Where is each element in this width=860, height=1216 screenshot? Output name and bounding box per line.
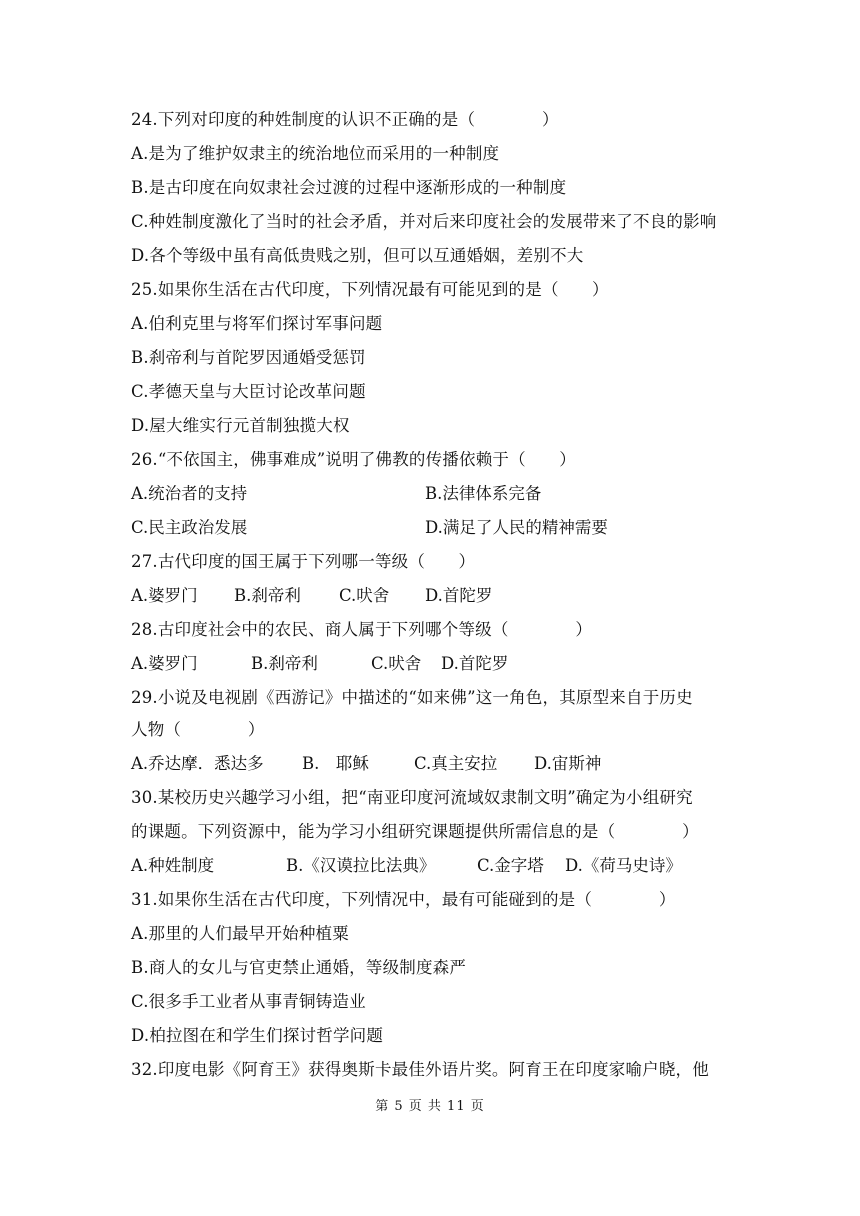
question-29-option-a: A.乔达摩．悉达多 [131, 754, 264, 773]
question-24-stem: 24.下列对印度的种姓制度的认识不正确的是（ ） [131, 110, 559, 129]
question-25-option-a: A.伯利克里与将军们探讨军事问题 [131, 314, 383, 333]
question-25-stem: 25.如果你生活在古代印度，下列情况最有可能见到的是（ ） [131, 280, 609, 299]
question-31-option-d: D.柏拉图在和学生们探讨哲学问题 [131, 1026, 384, 1045]
question-28-options [131, 653, 731, 675]
question-28-option-a: A.婆罗门 [131, 654, 198, 673]
question-25-option-c: C.孝德天皇与大臣讨论改革问题 [131, 382, 366, 401]
question-31-stem: 31.如果你生活在古代印度，下列情况中，最有可能碰到的是（ ） [131, 890, 676, 909]
question-31-option-b: B.商人的女儿与官吏禁止通婚，等级制度森严 [131, 958, 467, 977]
page-footer: 第 5 页 共 11 页 [375, 1099, 485, 1114]
question-26-option-d: D.满足了人民的精神需要 [425, 518, 608, 537]
question-29-options [131, 753, 731, 775]
question-30-option-d: D.《荷马史诗》 [565, 856, 682, 875]
question-26-options-row-1 [131, 483, 731, 505]
question-30-option-b: B.《汉谟拉比法典》 [286, 856, 436, 875]
question-28-option-b: B.刹帝利 [251, 654, 318, 673]
question-27-option-c: C.吠舍 [339, 586, 390, 605]
question-30-options [131, 855, 731, 877]
question-30-stem-line-1: 30.某校历史兴趣学习小组，把“南亚印度河流域奴隶制文明”确定为小组研究 [131, 788, 693, 807]
question-24-option-c: C.种姓制度激化了当时的社会矛盾，并对后来印度社会的发展带来了不良的影响 [131, 212, 717, 231]
question-32-stem: 32.印度电影《阿育王》获得奥斯卡最佳外语片奖。阿育王在印度家喻户晓，他 [131, 1060, 709, 1079]
question-28-stem: 28.古印度社会中的农民、商人属于下列哪个等级（ ） [131, 620, 593, 639]
question-25-option-d: D.屋大维实行元首制独揽大权 [131, 416, 350, 435]
question-29-option-b: B. 耶稣 [302, 754, 369, 773]
question-29-stem-line-2: 人物（ ） [131, 720, 265, 739]
question-29-option-d: D.宙斯神 [534, 754, 602, 773]
question-27-stem: 27.古代印度的国王属于下列哪一等级（ ） [131, 552, 476, 571]
question-24-option-d: D.各个等级中虽有高低贵贱之别，但可以互通婚姻，差别不大 [131, 246, 584, 265]
question-26-option-b: B.法律体系完备 [425, 484, 542, 503]
question-27-option-b: B.刹帝利 [234, 586, 301, 605]
question-31-option-c: C.很多手工业者从事青铜铸造业 [131, 992, 366, 1011]
question-26-stem: 26.“不依国主，佛事难成”说明了佛教的传播依赖于（ ） [131, 450, 576, 469]
question-26-option-a: A.统治者的支持 [131, 484, 248, 503]
question-31-option-a: A.那里的人们最早开始种植粟 [131, 924, 349, 943]
question-28-option-c: C.吠舍 [371, 654, 422, 673]
question-30-option-c: C.金字塔 [477, 856, 544, 875]
question-24-option-a: A.是为了维护奴隶主的统治地位而采用的一种制度 [131, 144, 500, 163]
question-28-option-d: D.首陀罗 [441, 654, 509, 673]
question-29-option-c: C.真主安拉 [414, 754, 498, 773]
question-29-stem-line-1: 29.小说及电视剧《西游记》中描述的“如来佛”这一角色，其原型来自于历史 [131, 688, 693, 707]
question-27-options [131, 585, 731, 607]
question-30-stem-line-2: 的课题。下列资源中，能为学习小组研究课题提供所需信息的是（ ） [131, 822, 699, 841]
question-27-option-a: A.婆罗门 [131, 586, 198, 605]
question-24-option-b: B.是古印度在向奴隶社会过渡的过程中逐渐形成的一种制度 [131, 178, 567, 197]
question-30-option-a: A.种姓制度 [131, 856, 215, 875]
question-26-option-c: C.民主政治发展 [131, 518, 248, 537]
question-27-option-d: D.首陀罗 [425, 586, 493, 605]
question-25-option-b: B.刹帝利与首陀罗因通婚受惩罚 [131, 348, 366, 367]
question-26-options-row-2 [131, 517, 731, 539]
